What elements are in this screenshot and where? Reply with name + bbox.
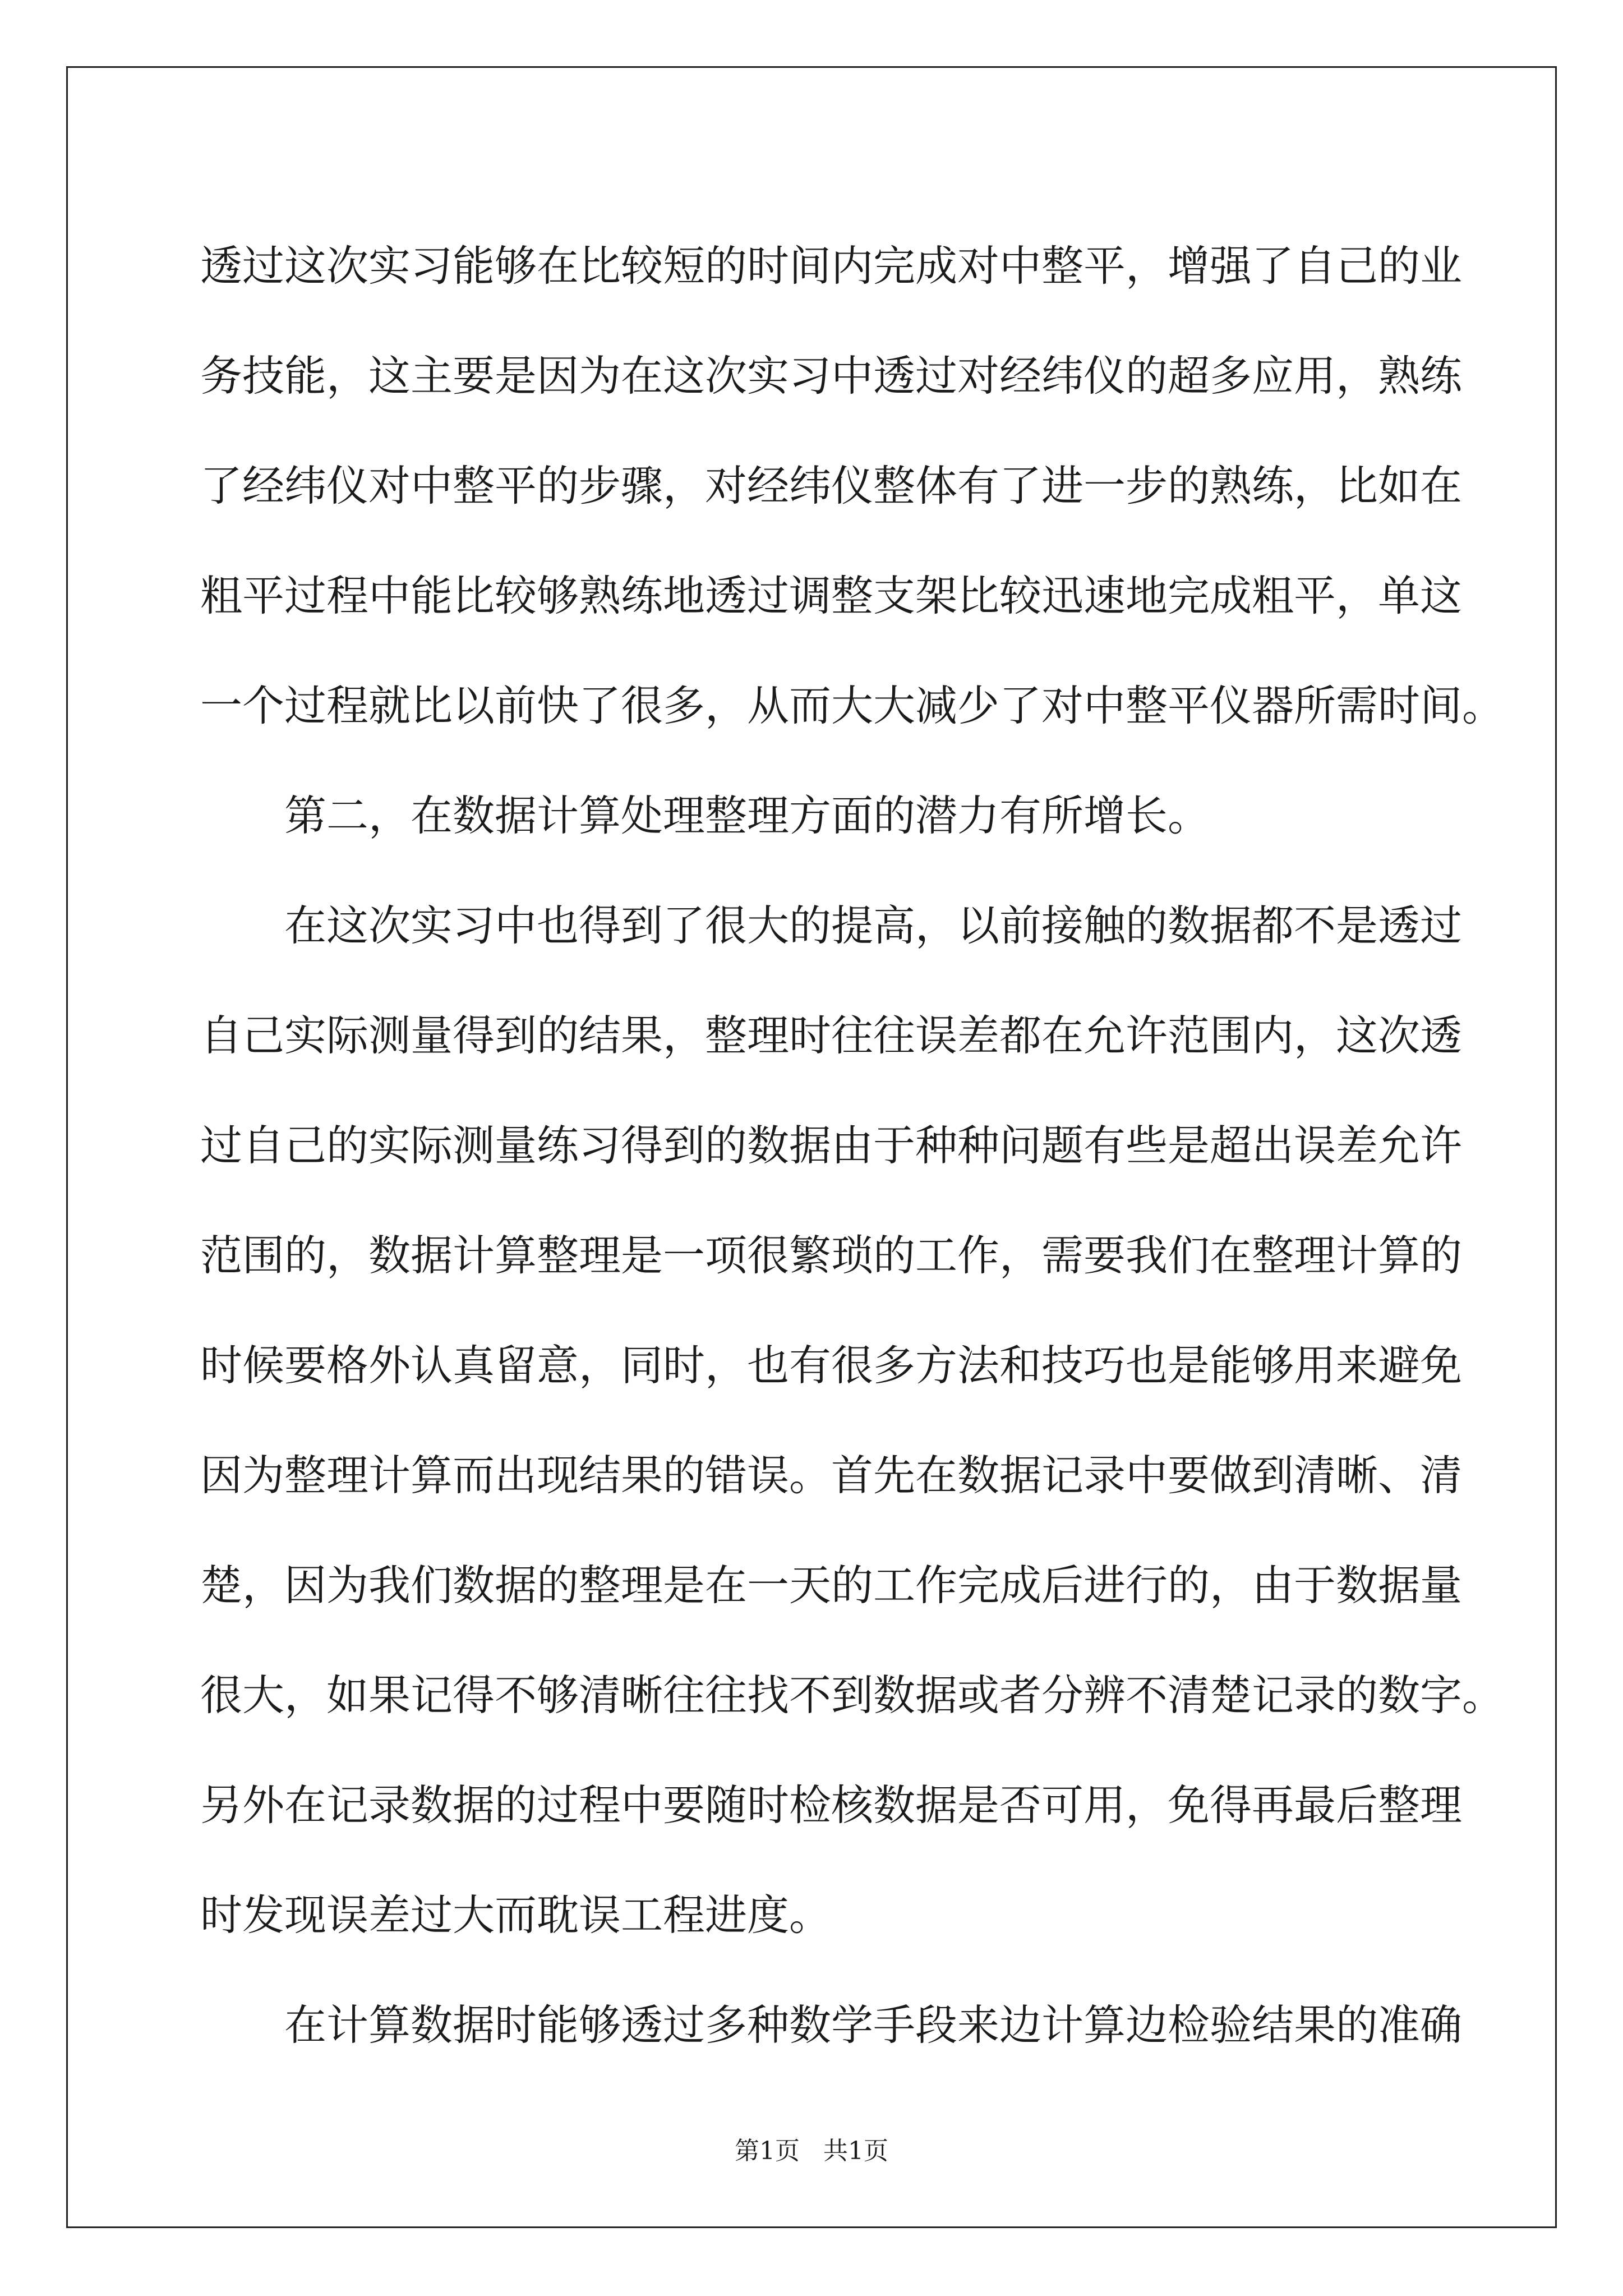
paragraph-line: 务技能，这主要是因为在这次实习中透过对经纬仪的超多应用，熟练 <box>200 351 1463 401</box>
paragraph-line: 另外在记录数据的过程中要随时检核数据是否可用，免得再最后整理 <box>200 1780 1463 1830</box>
paragraph-line: 透过这次实习能够在比较短的时间内完成对中整平，增强了自己的业 <box>200 241 1463 291</box>
paragraph-line: 在这次实习中也得到了很大的提高，以前接触的数据都不是透过 <box>284 901 1463 950</box>
paragraph-line: 在计算数据时能够透过多种数学手段来边计算边检验结果的准确 <box>284 2000 1463 2050</box>
paragraph-line: 第二，在数据计算处理整理方面的潜力有所增长。 <box>284 791 1210 840</box>
page-number: 第1页 <box>735 2137 800 2165</box>
document-body <box>200 211 1505 2080</box>
paragraph-line: 了经纬仪对中整平的步骤，对经纬仪整体有了进一步的熟练，比如在 <box>200 461 1463 510</box>
paragraph-line: 因为整理计算而出现结果的错误。首先在数据记录中要做到清晰、清 <box>200 1451 1463 1500</box>
paragraph-line: 粗平过程中能比较够熟练地透过调整支架比较迅速地完成粗平，单这 <box>200 571 1463 620</box>
page-total: 共1页 <box>823 2137 888 2165</box>
paragraph-line: 时发现误差过大而耽误工程进度。 <box>200 1890 832 1940</box>
paragraph-line: 时候要格外认真留意，同时，也有很多方法和技巧也是能够用来避免 <box>200 1341 1463 1390</box>
paragraph-line: 自己实际测量得到的结果，整理时往往误差都在允许范围内，这次透 <box>200 1011 1463 1060</box>
paragraph-line: 楚，因为我们数据的整理是在一天的工作完成后进行的，由于数据量 <box>200 1561 1463 1610</box>
paragraph-line: 很大，如果记得不够清晰往往找不到数据或者分辨不清楚记录的数字。 <box>200 1671 1505 1720</box>
paragraph-line: 过自己的实际测量练习得到的数据由于种种问题有些是超出误差允许 <box>200 1121 1463 1170</box>
paragraph-line: 一个过程就比以前快了很多，从而大大减少了对中整平仪器所需时间。 <box>200 681 1505 730</box>
page-footer <box>0 2131 1623 2166</box>
paragraph-line: 范围的，数据计算整理是一项很繁琐的工作，需要我们在整理计算的 <box>200 1231 1463 1280</box>
